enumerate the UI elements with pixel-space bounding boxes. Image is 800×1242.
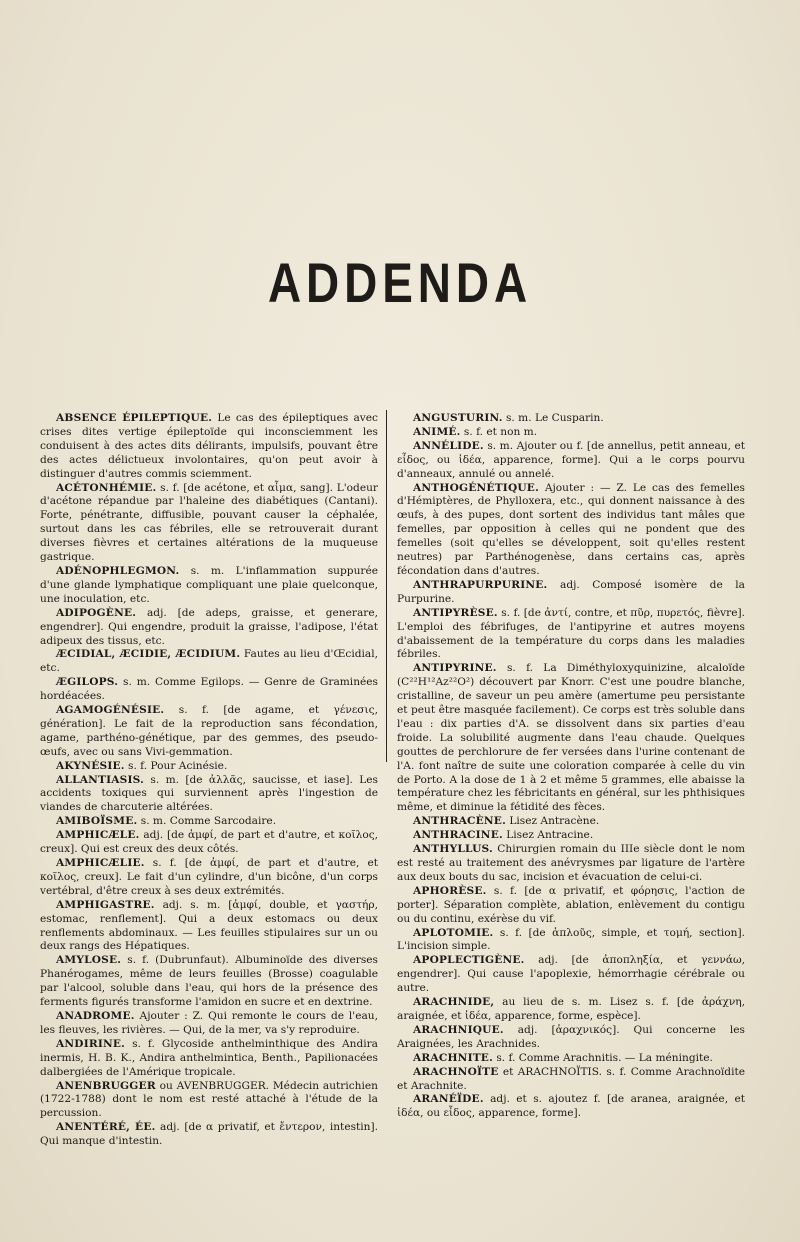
dictionary-entry [40,857,378,899]
entry-headword: ABSENCE ÉPILEPTIQUE. [56,412,213,424]
dictionary-entry [397,1066,745,1094]
entry-definition: adj. et s. ajoutez f. [de aranea, araignée, et ἰδέα, ou εἶδος, apparence, forme]. [397,1093,745,1120]
dictionary-entry [40,954,378,1010]
dictionary-entry [40,774,378,816]
entry-definition: adj. Composé isomère de la Purpurine. [397,578,745,605]
entry-headword: ARACHNITE. [413,1051,493,1064]
entry-headword: ANTIPYRINE. [413,662,497,675]
entry-headword: ANNÉLIDE. [413,439,484,452]
entry-definition: s. f. et non m. [460,425,538,438]
dictionary-entry [397,1024,745,1052]
entry-definition: adj. [de ἀμφί, de part et d'autre, et κοῖλος, creux]. Qui est creux des deux côtés. [40,829,378,856]
entry-definition: s. f. Glycoside anthelminthique des Andira inermis, H. B. K., Andira anthelmintica, Benth., Papilionacées dalbergiées de l'Amérique tropicale. [40,1037,378,1078]
dictionary-entry [397,885,745,927]
entry-headword: AMPHIGASTRE. [56,898,155,911]
dictionary-entry [40,482,378,565]
entry-definition: adj. s. m. [ἀμφί, double, et γαστήρ, estomac, renflement]. Qui a deux estomacs ou deux renflements abdominaux. — Les feuilles stipulaires sur un ou deux rangs des Hépatiques. [40,898,378,953]
entry-headword: ACÉTONHÉMIE. [56,481,157,494]
entry-definition: Chirurgien romain du IIIe siècle dont le nom est resté au traitement des anévrysmes par ligature de l'artère aux deux bouts du sac, incision et évacuation de celui-ci. [397,843,745,883]
entry-definition: adj. [de ἀποπληξία, et γεννάω, engendrer]. Qui cause l'apoplexie, hémorrhagie cérébrale ou autre. [397,954,745,995]
dictionary-entry [397,927,745,955]
entry-headword: ARACHNIQUE. [413,1023,504,1036]
dictionary-entry [40,412,378,482]
dictionary-entry [397,426,745,440]
entry-headword: ANTIPYRÈSE. [413,606,498,619]
entry-headword: ANTHYLLUS. [413,843,493,856]
dictionary-entry [40,1121,378,1149]
entry-definition: Ajouter : — Z. Le cas des femelles d'Hémiptères, de Phylloxera, etc., qui donnent naissance à des œufs, à des pupes, dont sortent des individus tant mâles que femelles, par opposition à celles qui ne pondent que des femelles (soit qu'elles se développent, soit qu'elles restent neutres) par Parthénogenèse, dans certains cas, après fécondation dans d'autres. [397,481,745,577]
dictionary-entry [40,760,378,774]
entry-definition: Lisez Antracine. [502,829,594,842]
dictionary-entry [397,954,745,996]
entry-definition: s. m. [de ἀλλᾶς, saucisse, et iase]. Les accidents toxiques qui surviennent après l'ingestion de viandes de charcuterie altérées. [40,773,378,814]
entry-definition: Le cas des épileptiques avec crises dites vertige épileptoïde qui inconsciemment les conduisent à des actes dits délirants, impulsifs, pouvant être des actes délictueux involontaires, qu'on peut avoir à distinguer d'autres commis sciemment. [40,412,378,480]
entry-headword: APHORÈSE. [413,884,487,897]
dictionary-entry [397,412,745,426]
entry-headword: ANTHRACINE. [413,829,503,842]
dictionary-entry [397,843,745,885]
entry-headword: ADIPOGÈNE. [56,606,137,619]
entry-headword: ÆCIDIAL, ÆCIDIE, ÆCIDIUM. [56,648,241,661]
entry-definition: Ajouter : Z. Qui remonte le cours de l'eau, les fleuves, les rivières. — Qui, de la mer, va s'y reproduire. [40,1009,378,1036]
entry-headword: ARACHNOÏTE [413,1065,499,1078]
entry-headword: ANENBRUGGER [56,1079,156,1092]
entry-headword: AMPHICÆLIE. [56,857,145,869]
dictionary-entry [397,662,745,815]
dictionary-entry [397,579,745,607]
entry-headword: ANTHRACÈNE. [413,815,506,828]
entry-definition: s. f. [de α privatif, et φόρησις, l'action de porter]. Séparation complète, ablation, enlèvement du contigu ou du continu, exérèse du vif. [397,884,745,925]
entry-definition: ou AVENBRUGGER. Médecin autrichien (1722-1788) dont le nom est resté attaché à l'étude de la percussion. [40,1079,378,1120]
dictionary-entry [40,899,378,955]
entry-headword: APOPLECTIGÈNE. [413,954,525,967]
entry-headword: ANIMÉ. [413,425,461,438]
dictionary-entry [40,648,378,676]
entry-definition: s. f. [de ἀμφί, de part et d'autre, et κοῖλος, creux]. Le fait d'un cylindre, d'un bicône, d'un corps vertébral, d'être creux à ses deux extrémités. [40,857,378,897]
entry-headword: AGAMOGÉNÉSIE. [56,704,165,717]
entry-definition: s. f. [de ἀντί, contre, et πῦρ, πυρετός, fièvre]. L'emploi des fébrifuges, de l'antipyrine et autres moyens d'abaissement de la température du corps dans les maladies fébriles. [397,606,745,661]
entry-definition: s. f. Pour Acinésie. [124,759,228,772]
entry-headword: ANADROME. [56,1009,135,1022]
entry-definition: s. m. Comme Sarcodaire. [137,815,277,828]
entry-definition: s. f. [de ἁπλοῦς, simple, et τομή, section]. L'incision simple. [397,926,745,953]
entry-definition: au lieu de s. m. Lisez s. f. [de ἀράχνη, araignée, et ἰδέα, apparence, forme, espèce]. [397,996,745,1022]
entry-headword: ANTHOGÉNÉTIQUE. [413,481,539,494]
entry-headword: ARANÉÏDE. [413,1093,484,1106]
entry-definition: s. m. Ajouter ou f. [de annellus, petit anneau, et εἶδος, ou ἰδέα, apparence, forme]. Qui a le corps pourvu d'anneaux, annulé ou annelé. [397,439,745,480]
right-column [397,412,745,1121]
entry-headword: ÆGILOPS. [56,676,119,689]
dictionary-entry [40,829,378,857]
entry-definition: s. m. Comme Egilops. — Genre de Graminées hordéacées. [40,676,378,703]
entry-headword: ADÉNOPHLEGMON. [56,564,180,577]
entry-definition: adj. [de α privatif, et ἔντερον, intestin]. Qui manque d'intestin. [40,1121,378,1148]
entry-definition: Fautes au lieu d'Œcidial, etc. [40,648,378,675]
entry-headword: AMIBOÏSME. [56,815,138,828]
dictionary-entry [397,1052,745,1066]
dictionary-entry [397,482,745,579]
dictionary-entry [40,1010,378,1038]
page-title: ADDENDA [267,251,533,314]
entry-definition: s. f. Comme Arachnitis. — La méningite. [492,1051,713,1064]
entry-definition: s. m. Le Cusparin. [502,412,604,424]
entry-definition: s. m. L'inflammation suppurée d'une glande lymphatique compliquant une plaie quelconque, une inoculation, etc. [40,564,378,605]
dictionary-entry [397,815,745,829]
dictionary-entry [397,607,745,663]
dictionary-entry [397,829,745,843]
entry-headword: ANTHRAPURPURINE. [413,578,548,591]
dictionary-entry [40,704,378,760]
entry-headword: AMYLOSE. [56,954,122,967]
entry-headword: ARACHNIDE, [413,996,495,1009]
entry-definition: Lisez Antracène. [505,815,600,828]
dictionary-entry [40,607,378,649]
dictionary-entry [397,996,745,1024]
dictionary-entry [40,1080,378,1122]
entry-definition: adj. [de adeps, graisse, et generare, engendrer]. Qui engendre, produit la graisse, l'adipose, l'état adipeux des tissus, etc. [40,606,378,647]
entry-definition: adj. [ἀραχνικός]. Qui concerne les Araignées, les Arachnides. [397,1023,745,1050]
entry-definition: s. f. La Diméthyloxyquinizine, alcaloïde (C²²H¹²Az²²O²) découvert par Knorr. C'est une poudre blanche, cristalline, de saveur un peu amère (amertume peu persistante et peut être masquée facilement). Ce corps est très soluble dans l'eau : dix parties d'A. se dissolvent dans six parties d'eau froide. La solubilité augmente dans l'eau chaude. Quelques gouttes de perchlorure de fer versées dans l'urine contenant de l'A. font naître de suite une coloration comparée à celle du vin de Porto. A la dose de 1 à 2 et même 5 grammes, elle abaisse la température chez les fébricitants en général, sur les phthisiques même, et diminue la fétidité des fèces. [397,662,745,814]
entry-headword: AMPHICÆLE. [56,829,140,842]
entry-headword: APLOTOMIE. [413,926,494,939]
dictionary-entry [40,1038,378,1080]
entry-definition: s. f. [de acétone, et αἷμα, sang]. L'odeur d'acétone répandue par l'haleine des diabétiques (Cantani). Forte, pénétrante, diffusible, pouvant causer la céphalée, surtout dans les cas fébriles, elle se retrouverait durant diverses fièvres et certaines altérations de la muqueuse gastrique. [40,481,378,564]
entry-headword: ANGUSTURIN. [413,412,503,424]
entry-definition: s. f. (Dubrunfaut). Albuminoïde des diverses Phanérogames, même de leurs feuilles (Brosse) coagulable par l'alcool, soluble dans l'eau, qui hors de la présence des ferments figurés transforme l'amidon en sucre et en dextrine. [40,954,378,1009]
entry-headword: AKYNÉSIE. [56,759,125,772]
column-divider [386,410,387,762]
entry-headword: ANENTÉRÉ, ÉE. [56,1121,156,1134]
entry-headword: ANDIRINE. [56,1037,126,1050]
dictionary-entry [397,440,745,482]
entry-headword: ALLANTIASIS. [56,773,145,786]
entry-definition: et ARACHNOÏTIS. s. f. Comme Arachnoïdite et Arachnite. [397,1065,745,1092]
dictionary-entry [40,815,378,829]
left-column [40,412,378,1149]
dictionary-entry [40,676,378,704]
dictionary-entry [397,1093,745,1121]
dictionary-entry [40,565,378,607]
entry-definition: s. f. [de agame, et γένεσις, génération]. Le fait de la reproduction sans fécondation, agame, parthéno-génétique, par des gemmes, des pseudo-œufs, avec ou sans Vivi-gemmation. [40,704,378,758]
